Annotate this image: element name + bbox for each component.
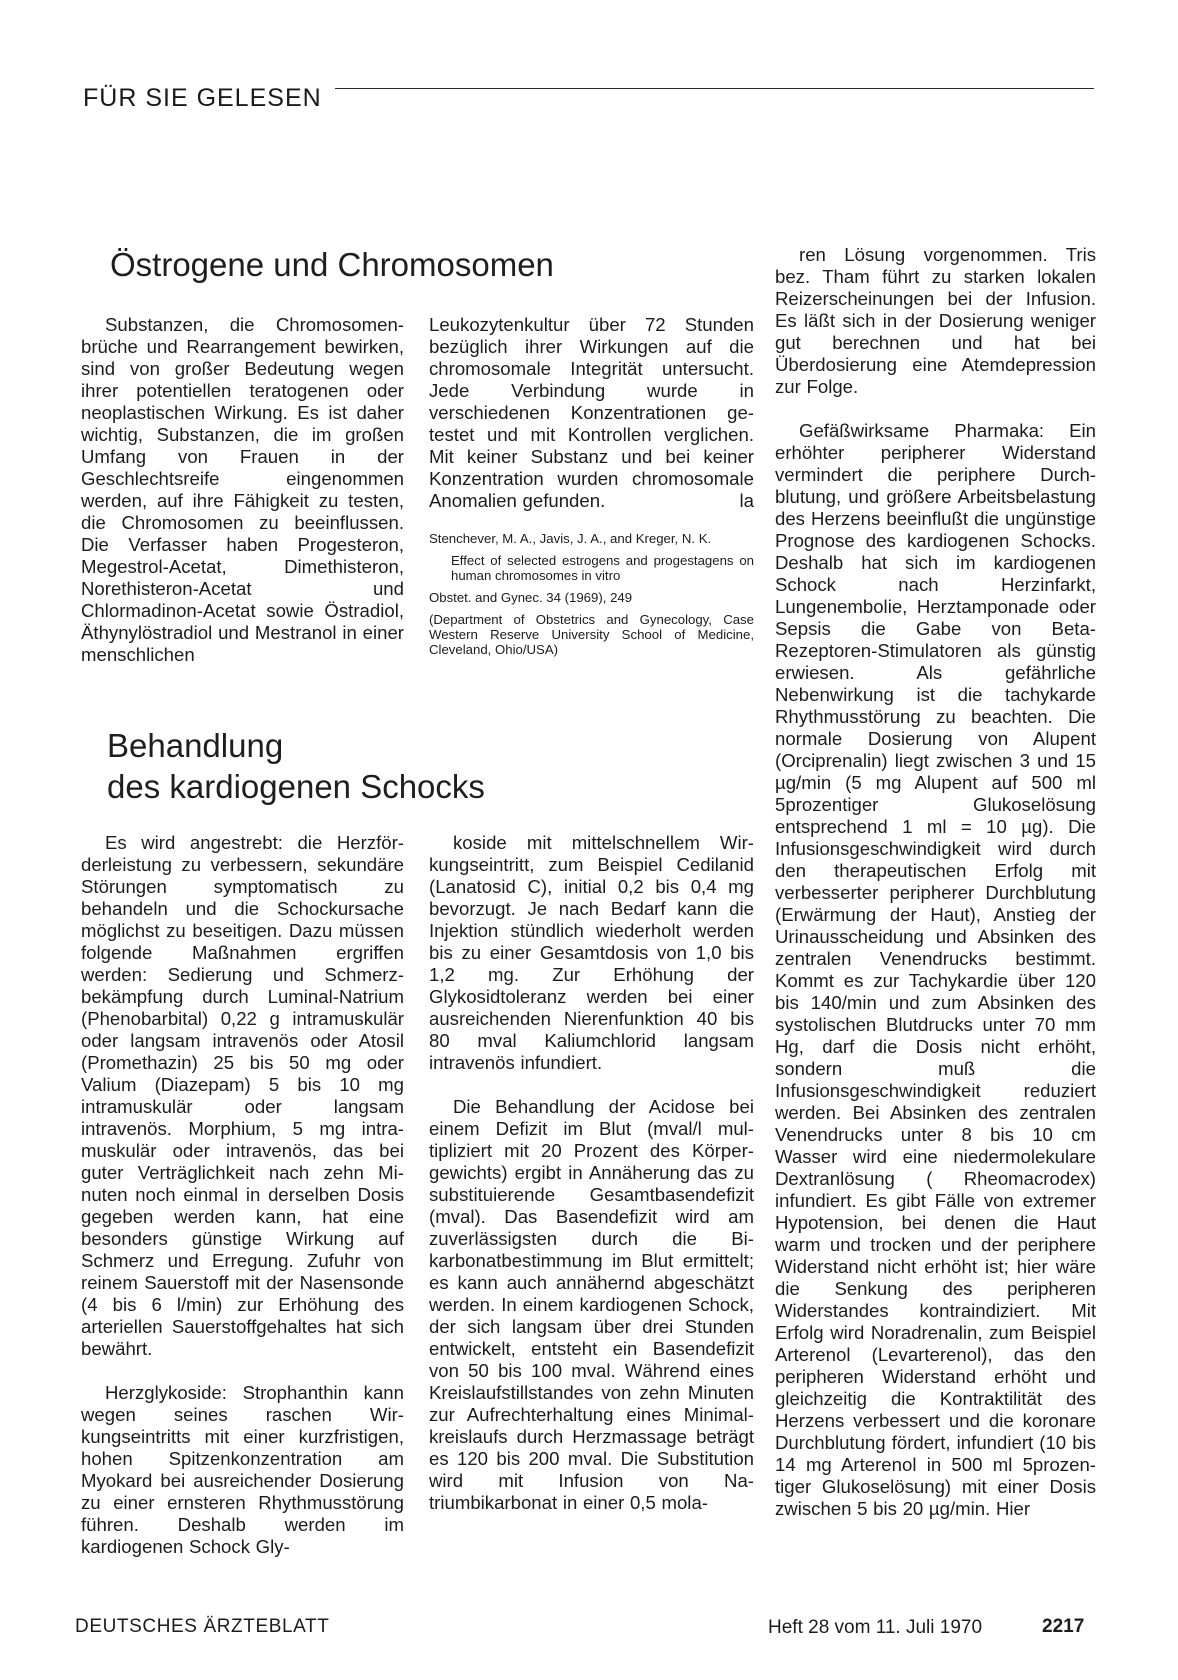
reference-affiliation: (Department of Obstetrics and Gynecology, Case Western Reserve University School of Medicine, Cleveland, Ohio/USA) — [429, 612, 754, 657]
article2-column-1 — [81, 832, 404, 1558]
footer-journal: DEUTSCHES ÄRZTEBLATT — [75, 1616, 330, 1637]
article2-title-line2: des kardiogenen Schocks — [107, 768, 485, 805]
article2-col1-para2: Herzglykoside: Strophanthin kann wegen seines raschen Wirkungseintritts mit einer kurzfristigen, hohen Spitzenkonzentration am Myokard bei ausreichender Dosierung zu einer ernsteren Rhythmusstörung führen. Deshalb werden im kardiogenen Schock Gly- — [81, 1382, 404, 1557]
article2-column-3 — [775, 244, 1096, 1520]
article1-signature: la — [739, 490, 754, 511]
reference-journal: Obstet. and Gynec. 34 (1969), 249 — [429, 590, 633, 605]
header-rule — [335, 88, 1094, 89]
reference-authors: Stenchever, M. A., Javis, J. A., and Kreger, N. K. — [429, 531, 712, 546]
article1-column-2 — [429, 314, 754, 512]
article1-reference — [429, 531, 754, 664]
article1-col2-body: Leukozytenkultur über 72 Stunden bezüglich ihrer Wirkungen auf die chromosomale Integrität untersucht. Jede Verbindung wurde in verschiedenen Konzentrationen getestet und mit Kontrollen verglichen. Mit keiner Substanz und bei keiner Konzentration wurden chromosomale Anomalien gefunden. — [429, 314, 754, 511]
article2-col3-para2: Gefäßwirksame Pharmaka: Ein erhöhter peripherer Widerstand vermindert die periphere Durchblutung, und größere Arbeitsbelastung des Herzens beeinflußt die ungünstige Prognose des kardiogenen Schocks. Deshalb hat sich im kardiogenen Schock nach Herzinfarkt, Lungenembolie, Herztamponade oder Sepsis die Gabe von Beta-Rezeptoren-Stimulatoren als günstig erwiesen. Als gefährliche Nebenwirkung ist die tachykarde Rhythmusstörung zu beachten. Die normale Dosierung von Alupent (Orciprenalin) liegt zwischen 3 und 15 µg/min (5 mg Alupent auf 500 ml 5prozentiger Glukoselösung entsprechend 1 ml = 10 µg). Die Infusionsgeschwindigkeit wird durch den therapeutischen Erfolg mit verbesserter peripherer Durchblutung (Erwärmung der Haut), Anstieg der Urinausscheidung und Absinken des zentralen Venendrucks bestimmt. Kommt es zur Tachykardie über 120 bis 140/min und zum Absinken des systolischen Blutdrucks unter 70 mm Hg, darf die Dosis nicht erhöht, sondern muß die Infusionsgeschwindigkeit reduziert werden. Bei Absinken des zentralen Venendrucks unter 8 bis 10 cm Wasser wird eine niedermolekulare Dextranlösung ( Rheomacrodex) infundiert. Es gibt Fälle von extremer Hypotension, bei denen die Haut warm und trocken und der periphere Widerstand nicht erhöht ist; hier wäre die Senkung des peripheren Widerstandes kontraindiziert. Mit Erfolg wird Noradrenalin, zum Beispiel Arterenol (Levarterenol), das den peripheren Widerstand erhöht und gleichzeitig die Kontraktilität des Herzens verbessert und die koronare Durchblutung fördert, infundiert (10 bis 14 mg Arterenol in 500 ml 5prozentiger Glukoselösung) mit einer Dosis zwischen 5 bis 20 µg/min. Hier — [775, 420, 1096, 1519]
article1-col2-text — [429, 314, 754, 512]
article2-col2-para1: koside mit mittelschnellem Wirkungseintritt, zum Beispiel Cedilanid (Lanatosid C), initial 0,2 bis 0,4 mg bevorzugt. Je nach Bedarf kann die Injektion stündlich wiederholt werden bis zu einer Gesamtdosis von 1,0 bis 1,2 mg. Zur Erhöhung der Glykosidtoleranz werden bei einer ausreichenden Nierenfunktion 40 bis 80 mval Kaliumchlorid langsam intravenös infundiert. — [429, 832, 754, 1073]
reference-title: Effect of selected estrogens and progestagens on human chromosomes in vitro — [451, 553, 754, 583]
article2-column-2 — [429, 832, 754, 1514]
article2-col2-para2: Die Behandlung der Acidose bei einem Defizit im Blut (mval/l multipliziert mit 20 Prozent des Körpergewichts) ergibt in Annäherung das zu substituierende Gesamtbasendefizit (mval). Das Basendefizit wird am zuverlässigsten durch die Bikarbonatbestimmung im Blut ermittelt; es kann auch annähernd abgeschätzt werden. In einem kardiogenen Schock, der sich langsam über drei Stunden entwickelt, entsteht ein Basendefizit von 50 bis 100 mval. Während eines Kreislaufstillstandes von zehn Minuten zur Aufrechterhaltung eines Minimalkreislaufs durch Herzmassage beträgt es 120 bis 200 mval. Die Substitution wird mit Infusion von Natriumbikarbonat in einer 0,5 mola- — [429, 1096, 754, 1513]
article2-col3-para1: ren Lösung vorgenommen. Tris bez. Tham führt zu starken lokalen Reizerscheinungen bei der Infusion. Es läßt sich in der Dosierung weniger gut berechnen und hat bei Überdosierung eine Atemdepression zur Folge. — [775, 244, 1096, 397]
article1-column-1 — [81, 314, 404, 666]
article1-col1-text: Substanzen, die Chromosomenbrüche und Rearrangement bewirken, sind von großer Bedeutung wegen ihrer potentiellen teratogenen oder neoplastischen Wirkung. Es ist daher wichtig, Substanzen, die im großen Umfang von Frauen in der Geschlechtsreife eingenommen werden, auf ihre Fähigkeit zu testen, die Chromosomen zu beeinflussen. Die Verfasser haben Progesteron, Megestrol-Acetat, Dimethisteron, Norethisteron-Acetat und Chlormadinon-Acetat sowie Östradiol, Äthynylöstradiol und Mestranol in einer menschlichen — [81, 314, 404, 665]
article2-title — [107, 725, 485, 807]
article2-col1-para1: Es wird angestrebt: die Herzförderleistung zu verbessern, sekundäre Störungen symptomatisch zu behandeln und die Schockursache möglichst zu beseitigen. Dazu müssen folgende Maßnahmen ergriffen werden: Sedierung und Schmerzbekämpfung durch Luminal-Natrium (Phenobarbital) 0,22 g intramuskulär oder langsam intravenös oder Atosil (Promethazin) 25 bis 50 mg oder Valium (Diazepam) 5 bis 10 mg intramuskulär oder langsam intravenös. Morphium, 5 mg intramuskulär oder intravenös, das bei guter Verträglichkeit nach zehn Minuten noch einmal in derselben Dosis gegeben werden kann, hat eine besonders günstige Wirkung auf Schmerz und Erregung. Zufuhr von reinem Sauerstoff mit der Nasensonde (4 bis 6 l/min) zur Erhöhung des arteriellen Sauerstoffgehaltes hat sich bewährt. — [81, 832, 404, 1359]
footer-page-number: 2217 — [1042, 1616, 1085, 1637]
section-label: FÜR SIE GELESEN — [83, 84, 322, 112]
footer-issue: Heft 28 vom 11. Juli 1970 — [768, 1617, 983, 1638]
article1-title: Östrogene und Chromosomen — [110, 246, 554, 283]
article2-title-line1: Behandlung — [107, 727, 284, 764]
